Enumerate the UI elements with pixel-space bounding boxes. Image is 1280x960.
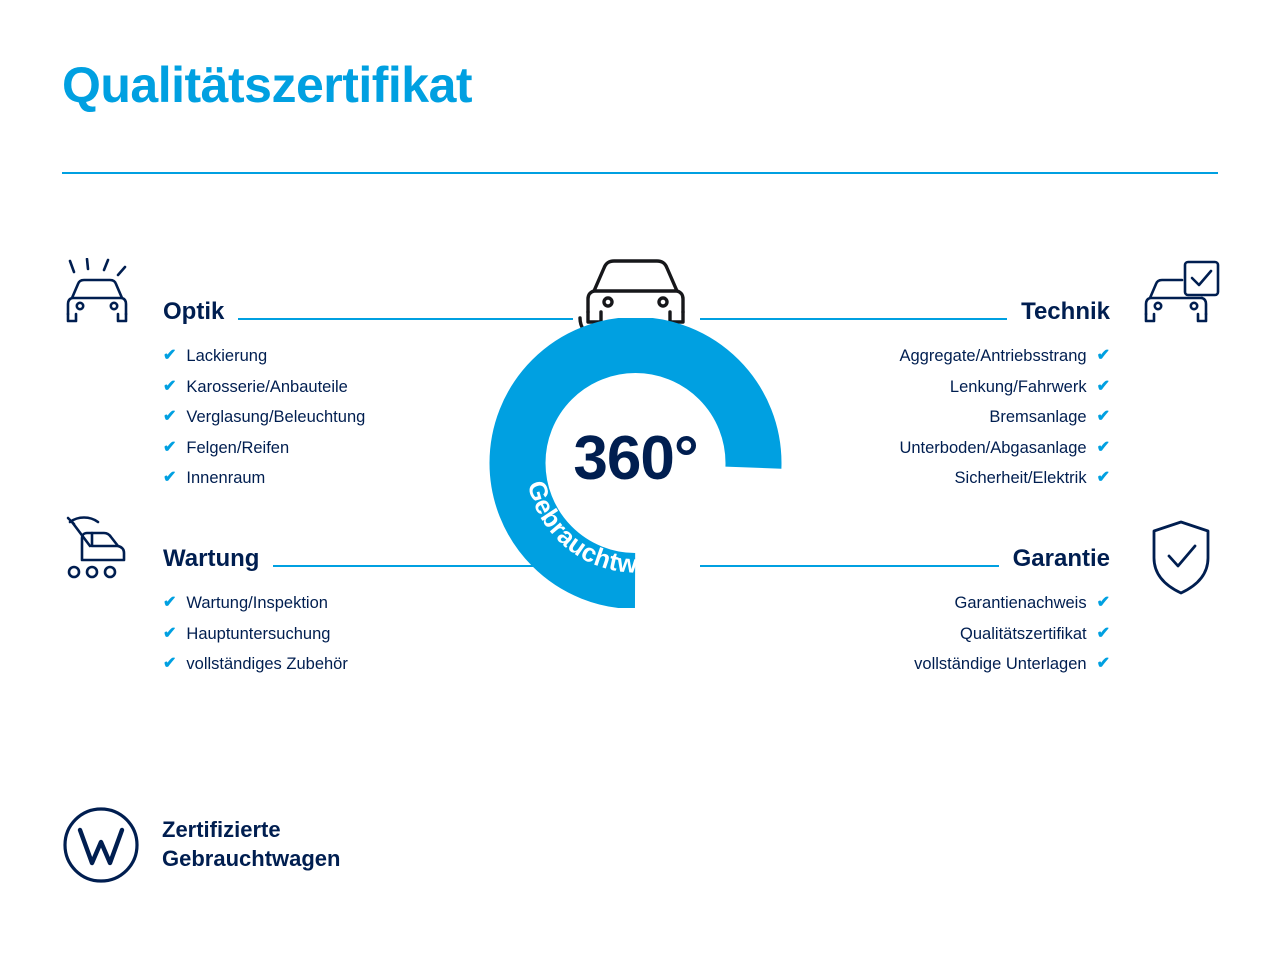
footer-line-2: Gebrauchtwagen <box>162 846 341 871</box>
check-icon: ✔ <box>1096 469 1110 487</box>
list-item-label: Karosserie/Anbauteile <box>186 377 348 396</box>
car-lift-icon <box>60 512 142 592</box>
check-icon: ✔ <box>163 594 177 612</box>
badge-ring-label: Gebrauchtwagen-Check <box>521 477 750 579</box>
section-technik-title: Technik <box>1021 298 1110 325</box>
footer-brand <box>62 806 340 884</box>
list-item-label: Bremsanlage <box>989 408 1087 426</box>
car-check-icon <box>1140 258 1222 338</box>
check-icon: ✔ <box>163 347 177 365</box>
title-divider <box>62 172 1218 174</box>
list-item <box>700 626 1110 643</box>
section-optik-title: Optik <box>163 298 225 325</box>
list-item-label: Verglasung/Beleuchtung <box>186 408 366 426</box>
list-item-label: Wartung/Inspektion <box>186 594 328 612</box>
check-icon: ✔ <box>163 624 177 642</box>
list-item <box>163 656 573 673</box>
list-item-label: Innenraum <box>186 469 266 487</box>
check-icon: ✔ <box>1096 408 1110 426</box>
list-item-label: Lackierung <box>186 347 268 365</box>
list-item-label: Hauptuntersuchung <box>186 624 331 643</box>
section-garantie-title: Garantie <box>1012 545 1110 572</box>
center-badge <box>463 318 808 608</box>
vw-logo <box>62 806 140 884</box>
list-item-label: Sicherheit/Elektrik <box>954 469 1087 487</box>
list-item-label: Qualitätszertifikat <box>960 624 1087 643</box>
list-item-label: Unterboden/Abgasanlage <box>899 438 1087 457</box>
check-icon: ✔ <box>163 469 177 487</box>
list-item-label: vollständiges Zubehör <box>186 655 348 673</box>
footer-text <box>162 816 340 873</box>
list-item-label: Garantienachweis <box>954 594 1087 612</box>
list-item-label: Aggregate/Antriebsstrang <box>899 347 1087 365</box>
list-item <box>700 656 1110 673</box>
check-icon: ✔ <box>1096 655 1110 673</box>
footer-line-1: Zertifizierte <box>162 817 281 843</box>
badge-value: 360° <box>573 424 698 493</box>
check-icon: ✔ <box>163 438 177 456</box>
list-item-label: Felgen/Reifen <box>186 438 290 457</box>
check-icon: ✔ <box>1096 377 1110 395</box>
page-title: Qualitätszertifikat <box>62 57 473 113</box>
car-wash-icon <box>60 258 142 338</box>
check-icon: ✔ <box>1096 347 1110 365</box>
check-icon: ✔ <box>163 655 177 673</box>
check-icon: ✔ <box>163 408 177 426</box>
list-item-label: vollständige Unterlagen <box>914 655 1087 673</box>
check-icon: ✔ <box>1096 624 1110 642</box>
check-icon: ✔ <box>1096 594 1110 612</box>
list-item <box>163 626 573 643</box>
check-icon: ✔ <box>1096 438 1110 456</box>
shield-check-icon <box>1146 518 1216 598</box>
list-item-label: Lenkung/Fahrwerk <box>949 377 1087 396</box>
section-wartung-title: Wartung <box>163 545 260 572</box>
check-icon: ✔ <box>163 377 177 395</box>
